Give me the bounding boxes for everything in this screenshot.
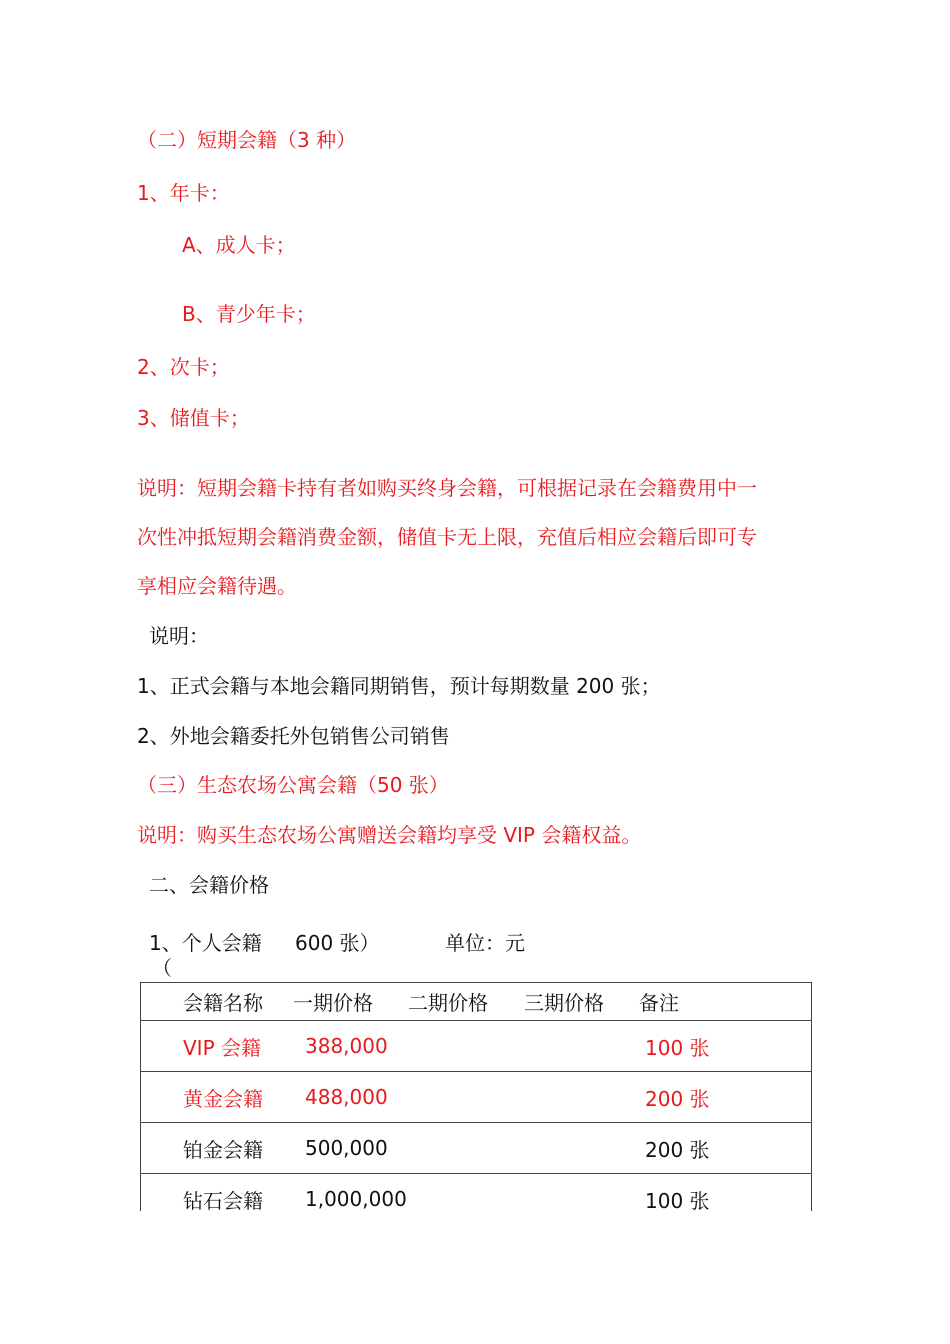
row-remark: 200 张 xyxy=(645,1137,710,1162)
price-section-heading: 二、会籍价格 xyxy=(149,873,269,897)
row-phase3 xyxy=(516,1174,639,1225)
row-remark: 100 张 xyxy=(645,1035,710,1060)
row-phase2 xyxy=(408,1123,516,1174)
note-line-1: 说明：短期会籍卡持有者如购买终身会籍，可根据记录在会籍费用中一 xyxy=(137,476,757,500)
row-phase1: 488,000 xyxy=(305,1085,388,1109)
short-term-heading: （二）短期会籍（3 种） xyxy=(137,128,357,152)
table-row xyxy=(140,1123,811,1174)
table-header-row xyxy=(140,983,811,1021)
header-phase1-price: 一期价格 xyxy=(293,991,373,1015)
row-phase1: 500,000 xyxy=(305,1136,388,1160)
item-punch-card: 2、次卡； xyxy=(137,355,230,379)
row-phase3 xyxy=(516,1021,639,1072)
item-annual-card: 1、年卡： xyxy=(137,181,230,205)
note-line-2: 次性冲抵短期会籍消费金额，储值卡无上限，充值后相应会籍后即可专 xyxy=(137,525,757,549)
header-membership-name: 会籍名称 xyxy=(183,991,263,1015)
unit-label: 单位：元 xyxy=(445,931,525,955)
row-name: 铂金会籍 xyxy=(183,1137,263,1162)
header-phase2-price: 二期价格 xyxy=(408,991,488,1015)
note-item-1: 1、正式会籍与本地会籍同期销售，预计每期数量 200 张； xyxy=(137,674,661,698)
note-heading: 说明： xyxy=(149,624,209,648)
note-item-2: 2、外地会籍委托外包销售公司销售 xyxy=(137,724,450,748)
table-row xyxy=(140,1072,811,1123)
row-name: VIP 会籍 xyxy=(183,1035,261,1060)
row-remark: 100 张 xyxy=(645,1188,710,1213)
row-phase1: 388,000 xyxy=(305,1034,388,1058)
table-row xyxy=(140,1021,811,1072)
row-phase2 xyxy=(408,1174,516,1225)
row-phase3 xyxy=(516,1072,639,1123)
header-remark: 备注 xyxy=(639,991,679,1015)
header-phase3-price: 三期价格 xyxy=(524,991,604,1015)
row-phase2 xyxy=(408,1072,516,1123)
row-name: 钻石会籍 xyxy=(183,1188,263,1213)
row-phase2 xyxy=(408,1021,516,1072)
note-line-3: 享相应会籍待遇。 xyxy=(137,574,297,598)
pricing-table xyxy=(140,982,811,1225)
table-spacer xyxy=(140,983,183,1021)
personal-membership-count: 600 张） xyxy=(295,931,380,955)
eco-farm-note: 说明：购买生态农场公寓赠送会籍均享受 VIP 会籍权益。 xyxy=(137,823,642,847)
item-stored-value-card: 3、储值卡； xyxy=(137,406,250,430)
row-phase3 xyxy=(516,1123,639,1174)
row-name: 黄金会籍 xyxy=(183,1086,263,1111)
item-adult-card: A、成人卡； xyxy=(182,233,296,257)
row-phase1: 1,000,000 xyxy=(305,1187,407,1212)
row-remark: 200 张 xyxy=(645,1086,710,1111)
personal-membership-title: 1、个人会籍 xyxy=(149,931,262,955)
eco-farm-heading: （三）生态农场公寓会籍（50 张） xyxy=(137,773,449,797)
item-youth-card: B、青少年卡； xyxy=(182,302,316,326)
stray-paren: （ xyxy=(152,956,172,980)
table-row xyxy=(140,1174,811,1225)
